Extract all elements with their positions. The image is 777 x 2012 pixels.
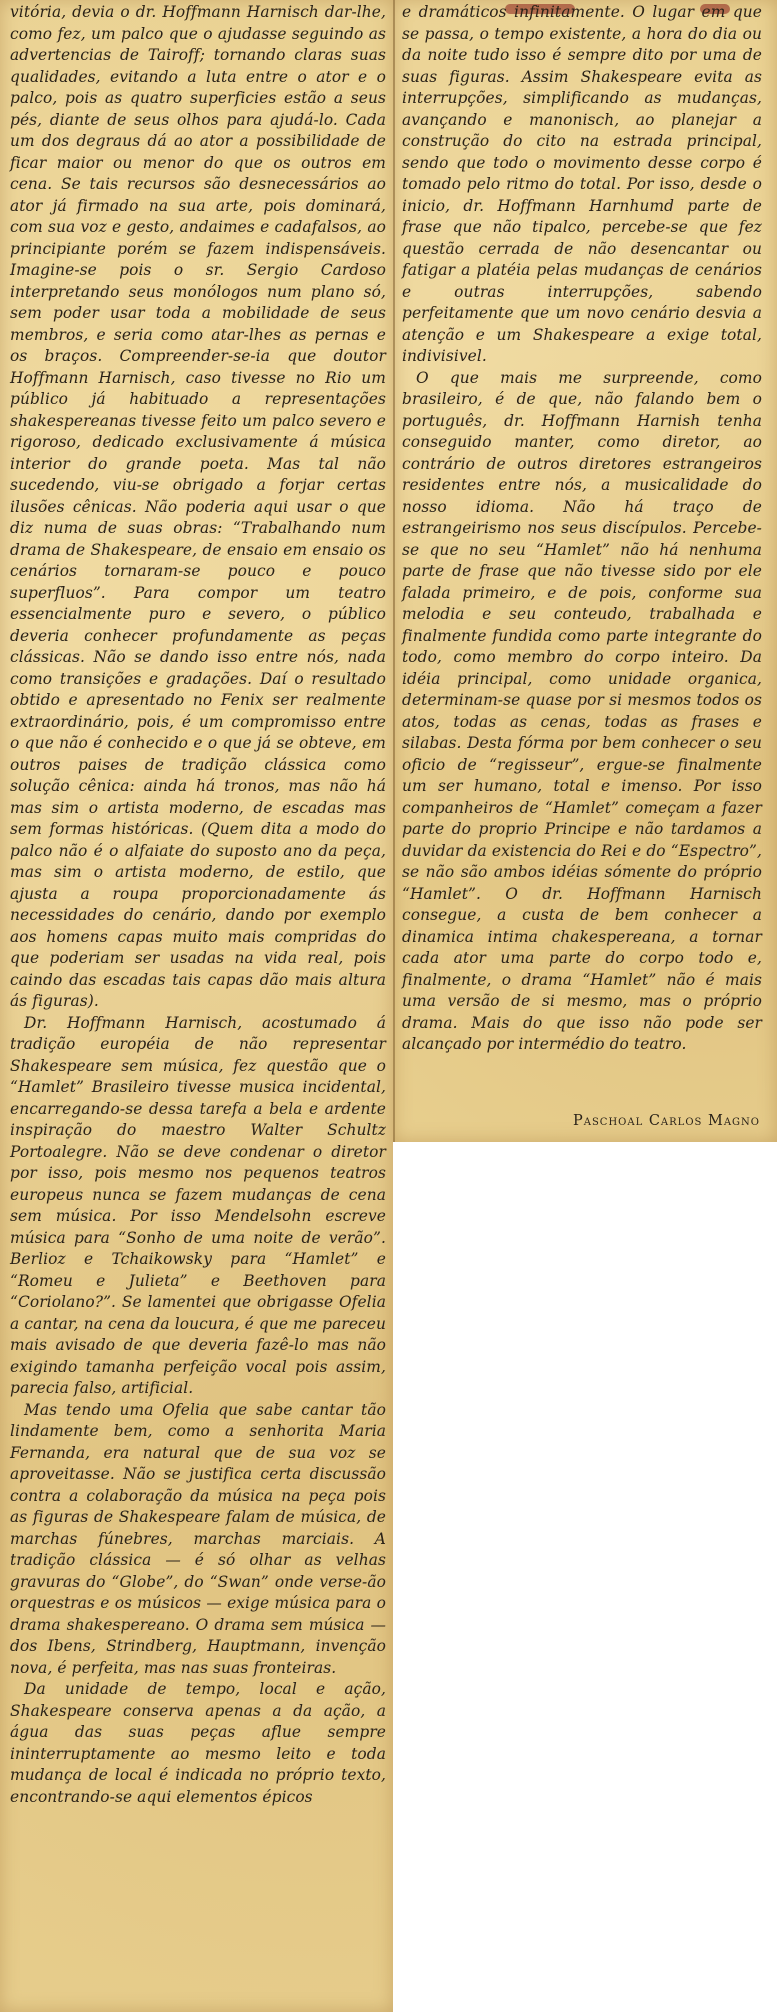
paragraph: Mas tendo uma Ofelia que sabe cantar tão lindamente bem, como a senhorita Maria Fernanda, era natural que de sua voz se aproveitasse. Não se justifica certa discussão contra a colaboração da música na peça pois as figuras de Shakespeare falam de música, de marchas fúnebres, marchas marciais. A tradição clássica — é só olhar as velhas gravuras do “Globe”, do “Swan” onde verse-ão orquestras e os músicos — exige música para o drama shakespereano. O drama sem música — dos Ibens, Strindberg, Hauptmann, invenção nova, é perfeita, mas nas suas fronteiras. bbox=[10, 1400, 386, 1677]
article-column-left bbox=[10, 2, 386, 1808]
paragraph: vitória, devia o dr. Hoffmann Harnisch dar-lhe, como fez, um palco que o ajudasse seguindo as advertencias de Tairoff; tornando claras suas qualidades, evitando a luta entre o ator e o palco, pois as quatro superficies estão a seus pés, diante de seus olhos para ajudá-lo. Cada um dos degraus dá ao ator a possibilidade de ficar maior ou menor do que os outros em cena. Se tais recursos são desnecessários ao ator já firmado na sua arte, pois dominará, com sua voz e gesto, andaimes e cadafalsos, ao principiante porém se fazem indispensáveis. Imagine-se pois o sr. Sergio Cardoso interpretando seus monólogos num plano só, sem poder usar toda a mobilidade de seus membros, e seria como atar-lhes as pernas e os braços. Compreender-se-ia que doutor Hoffmann Harnisch, caso tivesse no Rio um público já habituado a representações shakespereanas tivesse feito um palco severo e rigoroso, dedicado exclusivamente á música interior do grande poeta. Mas tal não sucedendo, viu-se obrigado a forjar certas ilusões cênicas. Não poderia aqui usar o que diz numa de suas obras: “Trabalhando num drama de Shakespeare, de ensaio em ensaio os cenários tornaram-se pouco e pouco superfluos”. Para compor um teatro essencialmente puro e severo, o público deveria conhecer profundamente as peças clássicas. Não se dando isso entre nós, nada como transições e gradações. Daí o resultado obtido e apresentado no Fenix ser realmente extraordinário, pois, é um compromisso entre o que não é conhecido e o que já se obteve, em outros paises de tradição clássica como solução cênica: ainda há tronos, mas não há mas sim o artista moderno, de escadas mas sem formas históricas. (Quem dita a modo do palco não é o alfaiate do suposto ano da peça, mas sim o artista moderno, de estilo, que ajusta a roupa proporcionadamente ás necessidades do cenário, dando por exemplo aos homens capas muito mais compridas do que poderiam ser usadas na vida real, pois caindo das escadas tais capas dão mais altura ás figuras). bbox=[10, 3, 386, 1010]
paragraph: O que mais me surpreende, como brasileiro, é de que, não falando bem o português, dr. Hoffmann Harnish tenha conseguido manter, como diretor, ao contrário de outros diretores estrangeiros residentes entre nós, a musicalidade do nosso idioma. Não há traço de estrangeirismo nos seus discípulos. Percebe-se que no seu “Hamlet” não há nenhuma parte de frase que não tivesse sido por ele falada primeiro, e de pois, conforme sua melodia e seu conteudo, trabalhada e finalmente fundida como parte integrante do todo, como membro do corpo inteiro. Da idéia principal, como unidade organica, determinam-se quase por si mesmos todos os atos, todas as cenas, todas as frases e silabas. Desta fórma por bem conhecer o seu oficio de “regisseur”, ergue-se finalmente um ser humano, total e imenso. Por isso companheiros de “Hamlet” começam a fazer parte do proprio Principe e não tardamos a duvidar da existencia do Rei e do “Espectro”, se não são ambos idéias sómente do próprio “Hamlet”. O dr. Hoffmann Harnisch consegue, a custa de bem conhecer a dinamica intima chakespereana, a tornar cada ator uma parte do corpo todo e, finalmente, o drama “Hamlet” não é mais uma versão de si mesmo, mas o próprio drama. Mais do que isso não pode ser alcançado por intermédio do teatro. bbox=[402, 368, 762, 1053]
paragraph: Da unidade de tempo, local e ação, Shakespeare conserva apenas a da ação, a água das suas peças aflue sempre ininterruptamente ao mesmo leito e toda mudança de local é indicada no próprio texto, encontrando-se aqui elementos épicos bbox=[10, 1680, 386, 1806]
paragraph: Dr. Hoffmann Harnisch, acostumado á tradição européia de não representar Shakespeare sem música, fez questão que o “Hamlet” Brasileiro tivesse musica incidental, encarregando-se dessa tarefa a bela e ardente inspiração do maestro Walter Schultz Portoalegre. Não se deve condenar o diretor por isso, pois mesmo nos pequenos teatros europeus nunca se fazem mudanças de cena sem música. Por isso Mendelsohn escreve música para “Sonho de uma noite de verão”. Berlioz e Tchaikowsky para “Hamlet” e “Romeu e Julieta” e Beethoven para “Coriolano?”. Se lamentei que obrigasse Ofelia a cantar, na cena da loucura, é que me pareceu mais avisado de que deveria fazê-lo mas não exigindo tamanha perfeição vocal pois assim, parecia falso, artificial. bbox=[10, 1013, 386, 1397]
article-column-right bbox=[402, 2, 762, 1056]
author-byline: Paschoal Carlos Magno bbox=[572, 1113, 760, 1129]
column-divider bbox=[393, 0, 395, 1142]
paragraph: e dramáticos infinitamente. O lugar em que se passa, o tempo existente, a hora do dia ou da noite tudo isso é sempre dito por uma de suas figuras. Assim Shakespeare evita as interrupções, simplificando as mudanças, avançando e manonisch, ao planejar a construção do cito na estrada principal, sendo que todo o movimento desse corpo é tomado pelo ritmo do total. Por isso, desde o inicio, dr. Hoffmann Harnhumd parte de frase que não tipalco, percebe-se que fez questão cerrada de não desencantar ou fatigar a platéia pelas mudanças de cenários e outras interrupções, sabendo perfeitamente que um novo cenário desvia a atenção e um Shakespeare a exige total, indivisivel. bbox=[402, 3, 762, 365]
